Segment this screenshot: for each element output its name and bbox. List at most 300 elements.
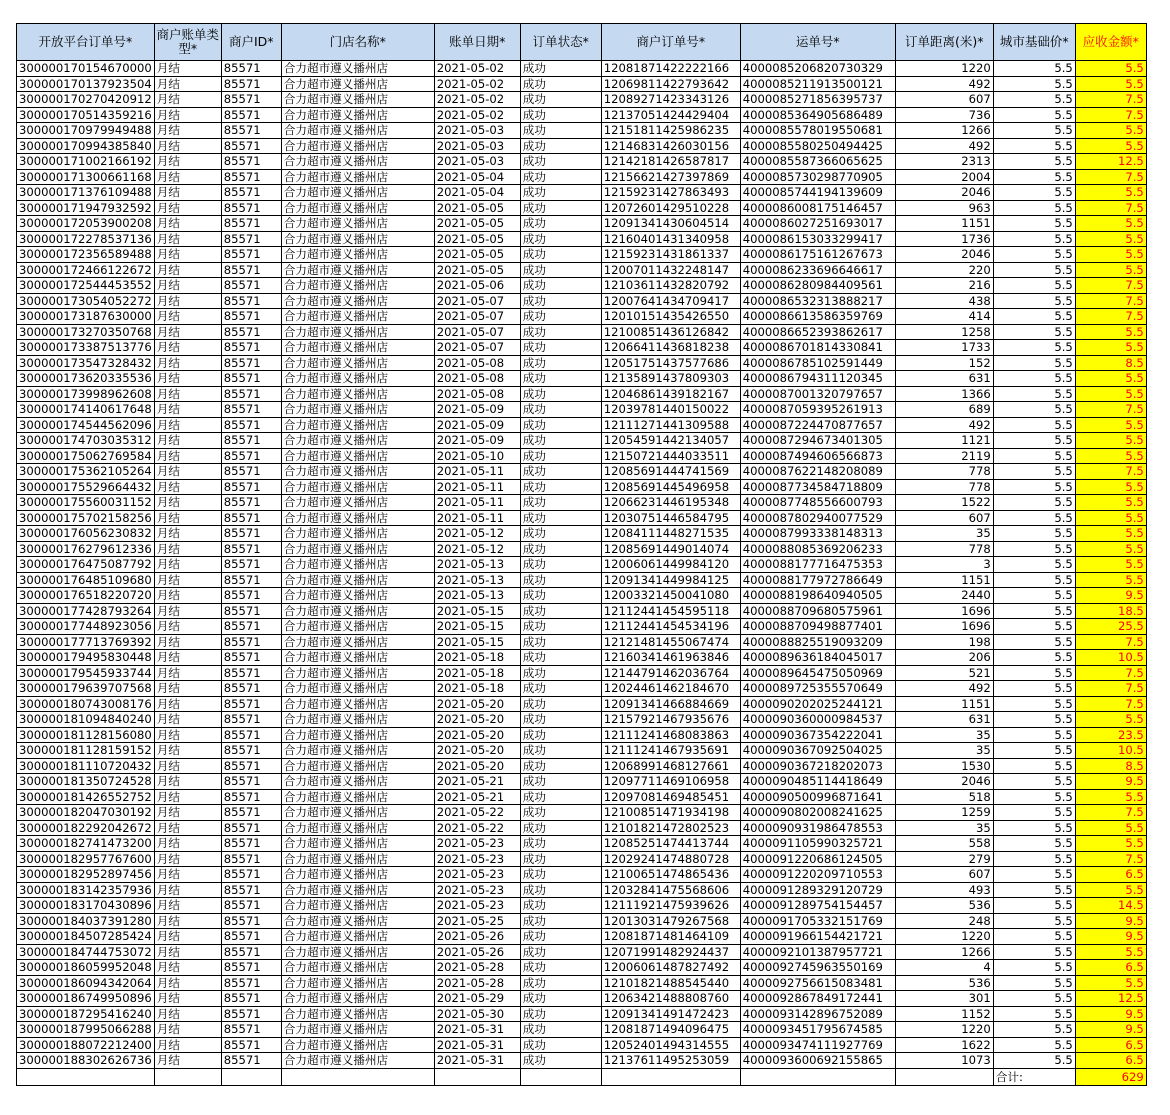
cell-city-base-price[interactable]: 5.5 <box>993 650 1075 666</box>
cell-receivable-amount[interactable]: 9.5 <box>1075 1022 1146 1038</box>
cell-receivable-amount[interactable]: 9.5 <box>1075 774 1146 790</box>
cell-order-distance[interactable]: 1258 <box>895 324 993 340</box>
header-waybill-no[interactable]: 运单号* <box>740 24 895 61</box>
cell-city-base-price[interactable]: 5.5 <box>993 882 1075 898</box>
cell-store-name[interactable]: 合力超市遵义播州店 <box>281 417 434 433</box>
cell-bill-date[interactable]: 2021-05-05 <box>434 247 520 263</box>
cell-city-base-price[interactable]: 5.5 <box>993 309 1075 325</box>
cell-store-name[interactable]: 合力超市遵义播州店 <box>281 293 434 309</box>
cell-bill-date[interactable]: 2021-05-12 <box>434 526 520 542</box>
cell-order-distance[interactable]: 607 <box>895 92 993 108</box>
cell-waybill-no[interactable]: 4000088177716475353 <box>740 557 895 573</box>
cell-merchant-id[interactable]: 85571 <box>221 76 281 92</box>
cell-store-name[interactable]: 合力超市遵义播州店 <box>281 665 434 681</box>
cell-merchant-id[interactable]: 85571 <box>221 898 281 914</box>
cell-store-name[interactable]: 合力超市遵义播州店 <box>281 247 434 263</box>
cell-receivable-amount[interactable]: 12.5 <box>1075 154 1146 170</box>
cell-open-platform-order-no[interactable]: 300000173270350768 <box>17 324 155 340</box>
cell-merchant-order-no[interactable]: 12101821472802523 <box>601 820 740 836</box>
cell-waybill-no[interactable]: 4000087224470877657 <box>740 417 895 433</box>
cell-merchant-id[interactable]: 85571 <box>221 681 281 697</box>
cell-open-platform-order-no[interactable]: 300000175560031152 <box>17 495 155 511</box>
total-empty-cell[interactable] <box>281 1068 434 1085</box>
cell-merchant-id[interactable]: 85571 <box>221 278 281 294</box>
header-order-distance[interactable]: 订单距离(米)* <box>895 24 993 61</box>
cell-bill-date[interactable]: 2021-05-05 <box>434 200 520 216</box>
cell-order-distance[interactable]: 4 <box>895 960 993 976</box>
cell-open-platform-order-no[interactable]: 300000176475087792 <box>17 557 155 573</box>
cell-merchant-id[interactable]: 85571 <box>221 247 281 263</box>
cell-waybill-no[interactable]: 4000089636184045017 <box>740 650 895 666</box>
cell-city-base-price[interactable]: 5.5 <box>993 355 1075 371</box>
cell-waybill-no[interactable]: 4000086175161267673 <box>740 247 895 263</box>
cell-order-status[interactable]: 成功 <box>520 278 601 294</box>
cell-merchant-order-no[interactable]: 12006061487827492 <box>601 960 740 976</box>
cell-bill-date[interactable]: 2021-05-13 <box>434 588 520 604</box>
cell-order-status[interactable]: 成功 <box>520 371 601 387</box>
cell-merchant-id[interactable]: 85571 <box>221 433 281 449</box>
header-order-status[interactable]: 订单状态* <box>520 24 601 61</box>
cell-merchant-order-no[interactable]: 12010151435426550 <box>601 309 740 325</box>
cell-order-status[interactable]: 成功 <box>520 913 601 929</box>
cell-merchant-id[interactable]: 85571 <box>221 448 281 464</box>
cell-order-status[interactable]: 成功 <box>520 154 601 170</box>
cell-city-base-price[interactable]: 5.5 <box>993 975 1075 991</box>
cell-merchant-id[interactable]: 85571 <box>221 836 281 852</box>
cell-waybill-no[interactable]: 4000087748556600793 <box>740 495 895 511</box>
cell-receivable-amount[interactable]: 5.5 <box>1075 479 1146 495</box>
cell-receivable-amount[interactable]: 5.5 <box>1075 231 1146 247</box>
cell-receivable-amount[interactable]: 9.5 <box>1075 1006 1146 1022</box>
cell-order-status[interactable]: 成功 <box>520 247 601 263</box>
cell-order-status[interactable]: 成功 <box>520 898 601 914</box>
cell-merchant-id[interactable]: 85571 <box>221 929 281 945</box>
cell-merchant-id[interactable]: 85571 <box>221 510 281 526</box>
cell-order-status[interactable]: 成功 <box>520 216 601 232</box>
cell-receivable-amount[interactable]: 5.5 <box>1075 138 1146 154</box>
cell-city-base-price[interactable]: 5.5 <box>993 371 1075 387</box>
cell-order-distance[interactable]: 492 <box>895 681 993 697</box>
cell-city-base-price[interactable]: 5.5 <box>993 495 1075 511</box>
cell-store-name[interactable]: 合力超市遵义播州店 <box>281 200 434 216</box>
cell-bill-date[interactable]: 2021-05-31 <box>434 1053 520 1069</box>
cell-bill-date[interactable]: 2021-05-20 <box>434 727 520 743</box>
cell-order-status[interactable]: 成功 <box>520 619 601 635</box>
cell-order-distance[interactable]: 689 <box>895 402 993 418</box>
cell-order-distance[interactable]: 1220 <box>895 61 993 77</box>
cell-bill-date[interactable]: 2021-05-23 <box>434 836 520 852</box>
cell-order-status[interactable]: 成功 <box>520 200 601 216</box>
cell-bill-type[interactable]: 月结 <box>154 262 221 278</box>
cell-order-status[interactable]: 成功 <box>520 386 601 402</box>
cell-open-platform-order-no[interactable]: 300000181094840240 <box>17 712 155 728</box>
cell-bill-type[interactable]: 月结 <box>154 820 221 836</box>
cell-bill-date[interactable]: 2021-05-31 <box>434 1037 520 1053</box>
cell-waybill-no[interactable]: 4000090367092504025 <box>740 743 895 759</box>
cell-order-distance[interactable]: 1073 <box>895 1053 993 1069</box>
cell-bill-type[interactable]: 月结 <box>154 696 221 712</box>
cell-open-platform-order-no[interactable]: 300000181110720432 <box>17 758 155 774</box>
cell-bill-type[interactable]: 月结 <box>154 743 221 759</box>
cell-bill-type[interactable]: 月结 <box>154 185 221 201</box>
cell-bill-date[interactable]: 2021-05-15 <box>434 603 520 619</box>
cell-order-status[interactable]: 成功 <box>520 169 601 185</box>
cell-bill-date[interactable]: 2021-05-11 <box>434 464 520 480</box>
cell-open-platform-order-no[interactable]: 300000182957767600 <box>17 851 155 867</box>
cell-open-platform-order-no[interactable]: 300000170979949488 <box>17 123 155 139</box>
cell-open-platform-order-no[interactable]: 300000171376109488 <box>17 185 155 201</box>
cell-city-base-price[interactable]: 5.5 <box>993 712 1075 728</box>
cell-merchant-order-no[interactable]: 12054591442134057 <box>601 433 740 449</box>
cell-store-name[interactable]: 合力超市遵义播州店 <box>281 774 434 790</box>
cell-order-distance[interactable]: 198 <box>895 634 993 650</box>
cell-merchant-order-no[interactable]: 12137051424429404 <box>601 107 740 123</box>
cell-open-platform-order-no[interactable]: 300000181350724528 <box>17 774 155 790</box>
cell-waybill-no[interactable]: 4000086027251693017 <box>740 216 895 232</box>
cell-bill-date[interactable]: 2021-05-15 <box>434 619 520 635</box>
cell-waybill-no[interactable]: 4000088177972786649 <box>740 572 895 588</box>
cell-city-base-price[interactable]: 5.5 <box>993 386 1075 402</box>
cell-waybill-no[interactable]: 4000091289329120729 <box>740 882 895 898</box>
cell-waybill-no[interactable]: 4000086532313888217 <box>740 293 895 309</box>
cell-order-distance[interactable]: 492 <box>895 417 993 433</box>
cell-open-platform-order-no[interactable]: 300000175062769584 <box>17 448 155 464</box>
cell-order-distance[interactable]: 1152 <box>895 1006 993 1022</box>
cell-order-distance[interactable]: 2313 <box>895 154 993 170</box>
cell-city-base-price[interactable]: 5.5 <box>993 216 1075 232</box>
cell-city-base-price[interactable]: 5.5 <box>993 1022 1075 1038</box>
cell-store-name[interactable]: 合力超市遵义播州店 <box>281 231 434 247</box>
cell-merchant-order-no[interactable]: 12100851471934198 <box>601 805 740 821</box>
cell-merchant-order-no[interactable]: 12103611432820792 <box>601 278 740 294</box>
cell-order-status[interactable]: 成功 <box>520 820 601 836</box>
cell-city-base-price[interactable]: 5.5 <box>993 138 1075 154</box>
cell-open-platform-order-no[interactable]: 300000170514359216 <box>17 107 155 123</box>
cell-open-platform-order-no[interactable]: 300000175362105264 <box>17 464 155 480</box>
cell-city-base-price[interactable]: 5.5 <box>993 681 1075 697</box>
cell-bill-type[interactable]: 月结 <box>154 355 221 371</box>
cell-city-base-price[interactable]: 5.5 <box>993 61 1075 77</box>
cell-store-name[interactable]: 合力超市遵义播州店 <box>281 696 434 712</box>
cell-bill-type[interactable]: 月结 <box>154 402 221 418</box>
cell-waybill-no[interactable]: 4000087993338148313 <box>740 526 895 542</box>
cell-city-base-price[interactable]: 5.5 <box>993 805 1075 821</box>
cell-merchant-id[interactable]: 85571 <box>221 1053 281 1069</box>
cell-open-platform-order-no[interactable]: 300000176518220720 <box>17 588 155 604</box>
cell-store-name[interactable]: 合力超市遵义播州店 <box>281 603 434 619</box>
cell-waybill-no[interactable]: 4000087494606566873 <box>740 448 895 464</box>
cell-merchant-id[interactable]: 85571 <box>221 371 281 387</box>
cell-waybill-no[interactable]: 4000090802008241625 <box>740 805 895 821</box>
cell-bill-type[interactable]: 月结 <box>154 727 221 743</box>
cell-merchant-order-no[interactable]: 12157921467935676 <box>601 712 740 728</box>
cell-bill-date[interactable]: 2021-05-04 <box>434 185 520 201</box>
cell-open-platform-order-no[interactable]: 300000180743008176 <box>17 696 155 712</box>
cell-merchant-id[interactable]: 85571 <box>221 154 281 170</box>
cell-store-name[interactable]: 合力超市遵义播州店 <box>281 572 434 588</box>
cell-order-distance[interactable]: 1736 <box>895 231 993 247</box>
cell-merchant-order-no[interactable]: 12069811422793642 <box>601 76 740 92</box>
cell-open-platform-order-no[interactable]: 300000182952897456 <box>17 867 155 883</box>
cell-receivable-amount[interactable]: 8.5 <box>1075 355 1146 371</box>
cell-merchant-order-no[interactable]: 12052401494314555 <box>601 1037 740 1053</box>
cell-merchant-order-no[interactable]: 12085691449014074 <box>601 541 740 557</box>
cell-merchant-id[interactable]: 85571 <box>221 138 281 154</box>
cell-city-base-price[interactable]: 5.5 <box>993 588 1075 604</box>
cell-waybill-no[interactable]: 4000091705332151769 <box>740 913 895 929</box>
cell-merchant-order-no[interactable]: 12159231427863493 <box>601 185 740 201</box>
cell-order-distance[interactable]: 558 <box>895 836 993 852</box>
cell-waybill-no[interactable]: 4000087294673401305 <box>740 433 895 449</box>
cell-city-base-price[interactable]: 5.5 <box>993 696 1075 712</box>
cell-order-distance[interactable]: 248 <box>895 913 993 929</box>
cell-order-distance[interactable]: 3 <box>895 557 993 573</box>
cell-order-status[interactable]: 成功 <box>520 340 601 356</box>
total-empty-cell[interactable] <box>601 1068 740 1085</box>
cell-order-distance[interactable]: 152 <box>895 355 993 371</box>
cell-receivable-amount[interactable]: 5.5 <box>1075 324 1146 340</box>
cell-bill-type[interactable]: 月结 <box>154 123 221 139</box>
cell-city-base-price[interactable]: 5.5 <box>993 479 1075 495</box>
cell-city-base-price[interactable]: 5.5 <box>993 758 1075 774</box>
cell-receivable-amount[interactable]: 12.5 <box>1075 991 1146 1007</box>
cell-order-status[interactable]: 成功 <box>520 557 601 573</box>
cell-bill-date[interactable]: 2021-05-02 <box>434 76 520 92</box>
cell-merchant-id[interactable]: 85571 <box>221 293 281 309</box>
cell-bill-date[interactable]: 2021-05-11 <box>434 479 520 495</box>
cell-order-distance[interactable]: 1151 <box>895 696 993 712</box>
cell-receivable-amount[interactable]: 5.5 <box>1075 262 1146 278</box>
cell-store-name[interactable]: 合力超市遵义播州店 <box>281 789 434 805</box>
cell-store-name[interactable]: 合力超市遵义播州店 <box>281 324 434 340</box>
cell-waybill-no[interactable]: 4000086785102591449 <box>740 355 895 371</box>
cell-merchant-order-no[interactable]: 12135891437809303 <box>601 371 740 387</box>
cell-receivable-amount[interactable]: 5.5 <box>1075 61 1146 77</box>
cell-bill-type[interactable]: 月结 <box>154 1022 221 1038</box>
cell-bill-date[interactable]: 2021-05-08 <box>434 355 520 371</box>
cell-store-name[interactable]: 合力超市遵义播州店 <box>281 464 434 480</box>
cell-open-platform-order-no[interactable]: 300000170270420912 <box>17 92 155 108</box>
cell-bill-type[interactable]: 月结 <box>154 433 221 449</box>
cell-merchant-id[interactable]: 85571 <box>221 913 281 929</box>
cell-bill-date[interactable]: 2021-05-07 <box>434 293 520 309</box>
cell-bill-date[interactable]: 2021-05-11 <box>434 495 520 511</box>
cell-city-base-price[interactable]: 5.5 <box>993 603 1075 619</box>
cell-receivable-amount[interactable]: 7.5 <box>1075 402 1146 418</box>
cell-waybill-no[interactable]: 4000085587366065625 <box>740 154 895 170</box>
cell-bill-date[interactable]: 2021-05-06 <box>434 278 520 294</box>
cell-bill-type[interactable]: 月结 <box>154 588 221 604</box>
cell-merchant-order-no[interactable]: 12013031479267568 <box>601 913 740 929</box>
cell-store-name[interactable]: 合力超市遵义播州店 <box>281 154 434 170</box>
cell-waybill-no[interactable]: 4000086701814330841 <box>740 340 895 356</box>
cell-city-base-price[interactable]: 5.5 <box>993 898 1075 914</box>
cell-bill-date[interactable]: 2021-05-09 <box>434 433 520 449</box>
cell-bill-type[interactable]: 月结 <box>154 417 221 433</box>
cell-open-platform-order-no[interactable]: 300000170137923504 <box>17 76 155 92</box>
cell-bill-date[interactable]: 2021-05-12 <box>434 541 520 557</box>
cell-bill-date[interactable]: 2021-05-22 <box>434 805 520 821</box>
cell-store-name[interactable]: 合力超市遵义播州店 <box>281 712 434 728</box>
cell-merchant-order-no[interactable]: 12150721444033511 <box>601 448 740 464</box>
cell-waybill-no[interactable]: 4000088825519093209 <box>740 634 895 650</box>
cell-bill-type[interactable]: 月结 <box>154 557 221 573</box>
cell-order-status[interactable]: 成功 <box>520 1006 601 1022</box>
cell-waybill-no[interactable]: 4000085271856395737 <box>740 92 895 108</box>
cell-order-distance[interactable]: 35 <box>895 743 993 759</box>
cell-merchant-order-no[interactable]: 12111241467935691 <box>601 743 740 759</box>
cell-open-platform-order-no[interactable]: 300000177713769392 <box>17 634 155 650</box>
cell-merchant-order-no[interactable]: 12029241474880728 <box>601 851 740 867</box>
cell-city-base-price[interactable]: 5.5 <box>993 526 1075 542</box>
cell-bill-type[interactable]: 月结 <box>154 851 221 867</box>
cell-order-status[interactable]: 成功 <box>520 603 601 619</box>
cell-merchant-order-no[interactable]: 12007011432248147 <box>601 262 740 278</box>
header-city-base-price[interactable]: 城市基础价* <box>993 24 1075 61</box>
cell-merchant-id[interactable]: 85571 <box>221 619 281 635</box>
cell-order-status[interactable]: 成功 <box>520 262 601 278</box>
cell-order-distance[interactable]: 414 <box>895 309 993 325</box>
cell-bill-date[interactable]: 2021-05-02 <box>434 92 520 108</box>
cell-receivable-amount[interactable]: 5.5 <box>1075 216 1146 232</box>
cell-bill-type[interactable]: 月结 <box>154 61 221 77</box>
cell-bill-type[interactable]: 月结 <box>154 107 221 123</box>
cell-open-platform-order-no[interactable]: 300000187995066288 <box>17 1022 155 1038</box>
cell-order-status[interactable]: 成功 <box>520 836 601 852</box>
cell-city-base-price[interactable]: 5.5 <box>993 1053 1075 1069</box>
cell-merchant-id[interactable]: 85571 <box>221 727 281 743</box>
cell-city-base-price[interactable]: 5.5 <box>993 417 1075 433</box>
cell-receivable-amount[interactable]: 9.5 <box>1075 913 1146 929</box>
cell-order-distance[interactable]: 1266 <box>895 944 993 960</box>
cell-receivable-amount[interactable]: 7.5 <box>1075 681 1146 697</box>
cell-merchant-id[interactable]: 85571 <box>221 541 281 557</box>
cell-city-base-price[interactable]: 5.5 <box>993 836 1075 852</box>
cell-store-name[interactable]: 合力超市遵义播州店 <box>281 386 434 402</box>
cell-store-name[interactable]: 合力超市遵义播州店 <box>281 76 434 92</box>
cell-waybill-no[interactable]: 4000088709498877401 <box>740 619 895 635</box>
cell-receivable-amount[interactable]: 7.5 <box>1075 696 1146 712</box>
cell-receivable-amount[interactable]: 5.5 <box>1075 510 1146 526</box>
total-label[interactable]: 合计: <box>993 1068 1075 1085</box>
cell-store-name[interactable]: 合力超市遵义播州店 <box>281 92 434 108</box>
cell-bill-type[interactable]: 月结 <box>154 634 221 650</box>
cell-order-distance[interactable]: 1696 <box>895 603 993 619</box>
cell-store-name[interactable]: 合力超市遵义播州店 <box>281 882 434 898</box>
cell-store-name[interactable]: 合力超市遵义播州店 <box>281 1022 434 1038</box>
cell-merchant-order-no[interactable]: 12024461462184670 <box>601 681 740 697</box>
cell-open-platform-order-no[interactable]: 300000177428793264 <box>17 603 155 619</box>
cell-merchant-order-no[interactable]: 12084111448271535 <box>601 526 740 542</box>
cell-merchant-order-no[interactable]: 12112441454595118 <box>601 603 740 619</box>
cell-order-status[interactable]: 成功 <box>520 572 601 588</box>
cell-order-distance[interactable]: 2004 <box>895 169 993 185</box>
cell-bill-date[interactable]: 2021-05-23 <box>434 898 520 914</box>
cell-order-distance[interactable]: 1622 <box>895 1037 993 1053</box>
total-empty-cell[interactable] <box>17 1068 155 1085</box>
cell-city-base-price[interactable]: 5.5 <box>993 944 1075 960</box>
cell-merchant-order-no[interactable]: 12112441454534196 <box>601 619 740 635</box>
cell-order-status[interactable]: 成功 <box>520 495 601 511</box>
total-empty-cell[interactable] <box>434 1068 520 1085</box>
header-merchant-order-no[interactable]: 商户订单号* <box>601 24 740 61</box>
cell-bill-type[interactable]: 月结 <box>154 572 221 588</box>
cell-waybill-no[interactable]: 4000088709680575961 <box>740 603 895 619</box>
cell-city-base-price[interactable]: 5.5 <box>993 557 1075 573</box>
total-empty-cell[interactable] <box>895 1068 993 1085</box>
cell-store-name[interactable]: 合力超市遵义播州店 <box>281 169 434 185</box>
cell-bill-date[interactable]: 2021-05-03 <box>434 138 520 154</box>
cell-open-platform-order-no[interactable]: 300000172466122672 <box>17 262 155 278</box>
cell-merchant-id[interactable]: 85571 <box>221 789 281 805</box>
cell-order-status[interactable]: 成功 <box>520 882 601 898</box>
cell-order-distance[interactable]: 2046 <box>895 247 993 263</box>
cell-bill-date[interactable]: 2021-05-05 <box>434 231 520 247</box>
cell-city-base-price[interactable]: 5.5 <box>993 340 1075 356</box>
cell-city-base-price[interactable]: 5.5 <box>993 991 1075 1007</box>
cell-waybill-no[interactable]: 4000086233696646617 <box>740 262 895 278</box>
cell-receivable-amount[interactable]: 5.5 <box>1075 712 1146 728</box>
cell-receivable-amount[interactable]: 5.5 <box>1075 185 1146 201</box>
cell-bill-date[interactable]: 2021-05-29 <box>434 991 520 1007</box>
cell-store-name[interactable]: 合力超市遵义播州店 <box>281 758 434 774</box>
cell-merchant-id[interactable]: 85571 <box>221 309 281 325</box>
cell-open-platform-order-no[interactable]: 300000188302626736 <box>17 1053 155 1069</box>
cell-open-platform-order-no[interactable]: 300000184507285424 <box>17 929 155 945</box>
cell-order-distance[interactable]: 521 <box>895 665 993 681</box>
cell-receivable-amount[interactable]: 6.5 <box>1075 1053 1146 1069</box>
cell-store-name[interactable]: 合力超市遵义播州店 <box>281 805 434 821</box>
cell-bill-date[interactable]: 2021-05-13 <box>434 572 520 588</box>
cell-bill-type[interactable]: 月结 <box>154 479 221 495</box>
cell-order-status[interactable]: 成功 <box>520 92 601 108</box>
cell-merchant-id[interactable]: 85571 <box>221 634 281 650</box>
cell-bill-type[interactable]: 月结 <box>154 1037 221 1053</box>
cell-waybill-no[interactable]: 4000085580250494425 <box>740 138 895 154</box>
cell-bill-date[interactable]: 2021-05-23 <box>434 851 520 867</box>
cell-waybill-no[interactable]: 4000086652393862617 <box>740 324 895 340</box>
cell-bill-date[interactable]: 2021-05-03 <box>434 123 520 139</box>
cell-waybill-no[interactable]: 4000093451795674585 <box>740 1022 895 1038</box>
cell-open-platform-order-no[interactable]: 300000181426552752 <box>17 789 155 805</box>
cell-bill-type[interactable]: 月结 <box>154 619 221 635</box>
cell-bill-type[interactable]: 月结 <box>154 929 221 945</box>
cell-merchant-id[interactable]: 85571 <box>221 696 281 712</box>
cell-bill-date[interactable]: 2021-05-15 <box>434 634 520 650</box>
cell-merchant-id[interactable]: 85571 <box>221 603 281 619</box>
cell-order-distance[interactable]: 220 <box>895 262 993 278</box>
cell-bill-type[interactable]: 月结 <box>154 603 221 619</box>
cell-city-base-price[interactable]: 5.5 <box>993 154 1075 170</box>
cell-order-distance[interactable]: 1220 <box>895 929 993 945</box>
cell-receivable-amount[interactable]: 23.5 <box>1075 727 1146 743</box>
cell-bill-date[interactable]: 2021-05-09 <box>434 417 520 433</box>
cell-open-platform-order-no[interactable]: 300000181128159152 <box>17 743 155 759</box>
cell-merchant-order-no[interactable]: 12039781440150022 <box>601 402 740 418</box>
cell-order-status[interactable]: 成功 <box>520 929 601 945</box>
cell-store-name[interactable]: 合力超市遵义播州店 <box>281 262 434 278</box>
cell-city-base-price[interactable]: 5.5 <box>993 634 1075 650</box>
cell-bill-date[interactable]: 2021-05-13 <box>434 557 520 573</box>
cell-receivable-amount[interactable]: 5.5 <box>1075 247 1146 263</box>
cell-bill-date[interactable]: 2021-05-31 <box>434 1022 520 1038</box>
cell-receivable-amount[interactable]: 7.5 <box>1075 851 1146 867</box>
cell-merchant-order-no[interactable]: 12121481455067474 <box>601 634 740 650</box>
cell-waybill-no[interactable]: 4000090485114418649 <box>740 774 895 790</box>
cell-order-distance[interactable]: 493 <box>895 882 993 898</box>
cell-bill-type[interactable]: 月结 <box>154 836 221 852</box>
cell-open-platform-order-no[interactable]: 300000179495830448 <box>17 650 155 666</box>
